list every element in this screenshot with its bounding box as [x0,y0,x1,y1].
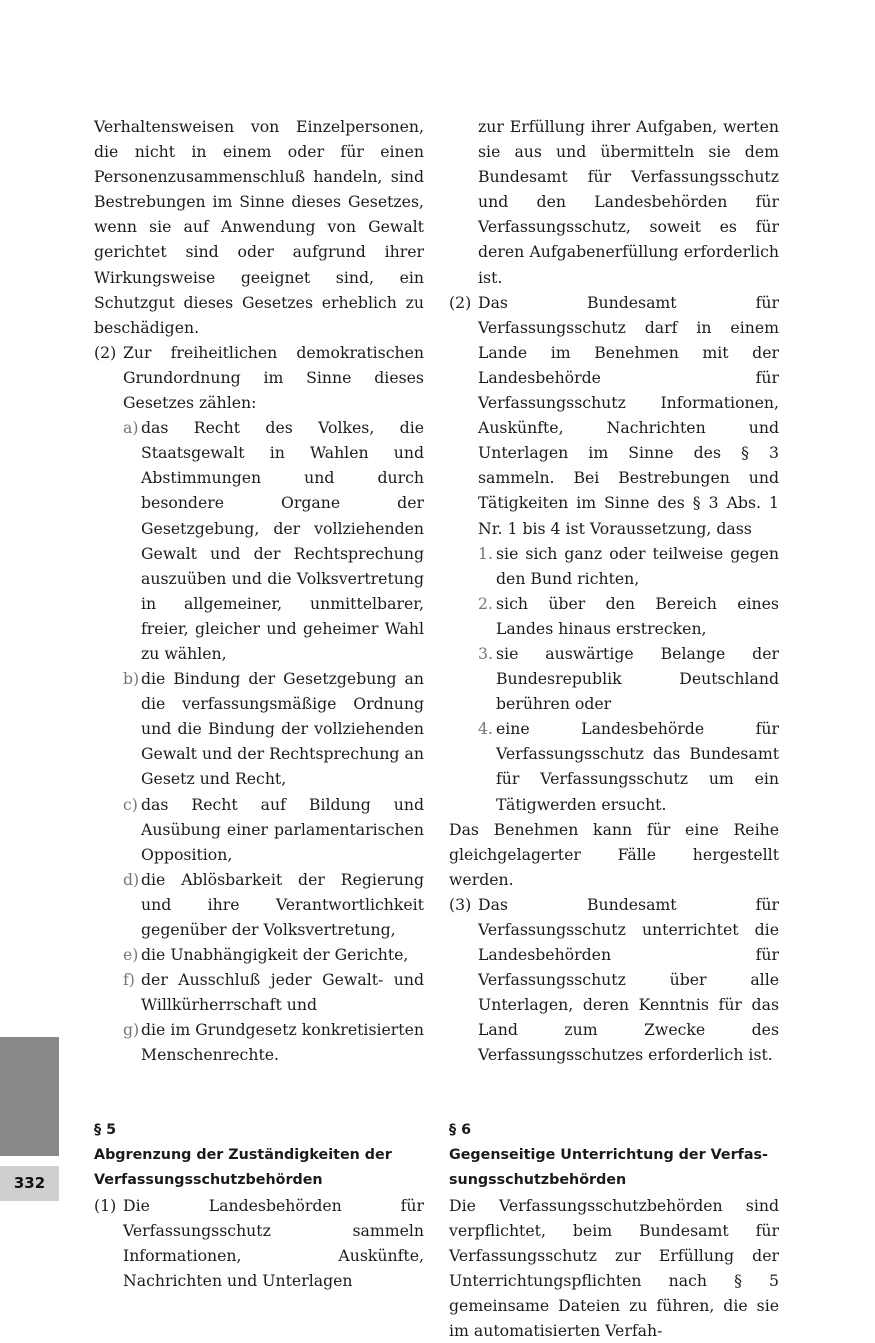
margin-tab-bar [0,1037,59,1156]
page-number: 332 [0,1166,59,1201]
list-item-d [123,867,424,942]
list-label: f) [123,970,135,990]
list-label: b) [123,669,140,689]
section-6-title-line-2: sungsschutzbehörden [449,1171,627,1188]
continued-paragraph [449,114,779,290]
right-column [449,114,779,1343]
list-item-g [123,1017,424,1067]
paragraph-2 [449,290,779,541]
list-label: 3. [478,643,493,663]
paragraph-number: (3) [449,894,472,914]
section-6-title-line-1: Gegenseitige Unterrichtung der Verfas- [449,1146,768,1163]
list-text: die im Grundgesetz konkretisierten Menschenrechte. [141,1020,424,1065]
list-text: sie auswärtige Belange der Bundesrepublik Deutschland berühren oder [496,643,779,714]
left-column [94,114,424,1293]
paragraph-3 [449,892,779,1068]
paragraph-number: (2) [94,342,117,362]
numbered-item-2 [478,591,779,641]
section-5-title-line-2: Verfassungsschutzbehörden [94,1171,323,1188]
section-5-title-line-1: Abgrenzung der Zuständigkeiten der [94,1146,392,1163]
numbered-item-3 [478,641,779,716]
list-label: e) [123,945,139,965]
paragraph-text: Zur freiheitlichen demokratischen Grundordnung im Sinne dieses Gesetzes zählen: [123,342,424,413]
paragraph-2 [94,340,424,415]
list-text: sich über den Bereich eines Landes hinaus erstrecken, [496,593,779,638]
list-label: 4. [478,719,493,739]
paragraph-text: zur Erfüllung ihrer Aufgaben, werten sie aus und übermitteln sie dem Bundesamt für Verfassungsschutz und den Landesbehörden für Verfassungsschutz, soweit es für deren Aufgabenerfüllung erforderlich ist. [478,117,779,287]
list-label: a) [123,418,139,438]
section-5-paragraph-1 [94,1193,424,1293]
list-label: g) [123,1020,140,1040]
paragraph-number: (2) [449,292,472,312]
paragraph-text: Das Bundesamt für Verfassungsschutz unterrichtet die Landesbehörden für Verfassungsschutz über alle Unterlagen, deren Kenntnis für das Land zum Zwecke des Verfassungsschutzes erforderlich ist. [478,894,779,1065]
indent-spacer [449,114,478,290]
numbered-item-1 [478,541,779,591]
list-label: d) [123,869,140,889]
paragraph-text: Die Landesbehörden für Verfassungsschutz sammeln Informationen, Auskünfte, Nachrichten und Unterlagen [123,1195,424,1291]
list-text: das Recht auf Bildung und Ausübung einer parlamentarischen Opposition, [141,794,424,864]
list-item-e [123,942,424,967]
list-text: die Bindung der Gesetzgebung an die verfassungsmäßige Ordnung und die Bindung der vollziehenden Gewalt und der Rechtsprechung an Gesetz und Recht, [141,669,424,789]
list-label: c) [123,794,138,814]
list-label: 1. [478,543,493,563]
list-label: 2. [478,593,493,613]
list-item-c [123,792,424,867]
list-item-b [123,666,424,791]
section-6-number: § 6 [449,1121,472,1138]
list-item-f [123,967,424,1017]
benehmen-paragraph: Das Benehmen kann für eine Reihe gleichgelagerter Fälle hergestellt werden. [449,819,779,889]
list-item-a [123,415,424,666]
intro-paragraph: Verhaltensweisen von Einzelpersonen, die nicht in einem oder für einen Personenzusammenschluß handeln, sind Bestrebungen im Sinne dieses Gesetzes, wenn sie auf Anwendung von Gewalt gerichtet sind oder aufgrund ihrer Wirkungsweise geeignet sind, ein Schutzgut dieses Gesetzes erheblich zu beschädigen. [94,117,424,337]
list-text: sie sich ganz oder teilweise gegen den Bund richten, [496,543,779,588]
list-text: die Unabhängigkeit der Gerichte, [141,945,409,965]
section-5-number: § 5 [94,1121,117,1138]
list-text: der Ausschluß jeder Gewalt- und Willkürherrschaft und [141,970,424,1015]
section-6-text: Die Verfassungsschutzbehörden sind verpflichtet, beim Bundesamt für Verfassungsschutz zur Erfüllung der Unterrichtungspflichten nach § 5 gemeinsame Dateien zu führen, die sie im automatisierten Verfah- [449,1195,779,1341]
list-text: die Ablösbarkeit der Regierung und ihre Verantwortlichkeit gegenüber der Volksvertretung, [141,869,424,939]
list-text: das Recht des Volkes, die Staatsgewalt in Wahlen und Abstimmungen und durch besondere Organe der Gesetzgebung, der vollziehenden Gewalt und der Rechtsprechung auszuüben und die Volksvertretung in allgemeiner, unmittelbarer, freier, gleicher und geheimer Wahl zu wählen, [141,418,424,663]
paragraph-text: Das Bundesamt für Verfassungsschutz darf in einem Lande im Benehmen mit der Landesbehörde für Verfassungsschutz Informationen, Auskünfte, Nachrichten und Unterlagen im Sinne des § 3 sammeln. Bei Bestrebungen und Tätigkeiten im Sinne des § 3 Abs. 1 Nr. 1 bis 4 ist Voraussetzung, dass [478,292,779,538]
section-spacer [94,1068,424,1118]
paragraph-number: (1) [94,1195,117,1215]
section-spacer [449,1068,779,1118]
list-text: eine Landesbehörde für Verfassungsschutz das Bundesamt für Verfassungsschutz um ein Tätigwerden ersucht. [496,719,779,814]
numbered-item-4 [478,716,779,816]
